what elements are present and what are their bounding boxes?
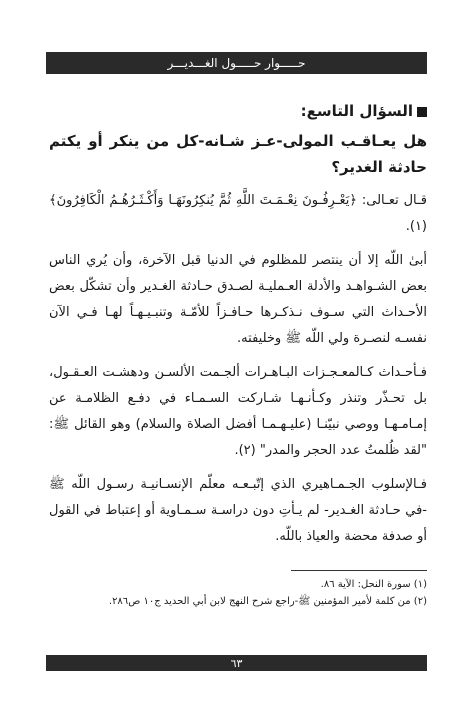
running-header-title: حـــــوار حـــــول الغـــديـــر — [167, 56, 306, 70]
page-number: ٦٣ — [230, 656, 243, 670]
footnote-2: (٢) من كلمة لأمير المؤمنين ﷺ-راجع شرح النهج لابن أبي الحديد ج١٠ ص٢٨٦. — [108, 596, 427, 607]
paragraph-method: فـالإسلوب الجـمـاهيري الذي إتّبـعـه معلّم الإنسـانيـة رسـول اللّه ﷺ -في حـادثة الغـدير- لم يـأتِ دون دراسـة سـمـاوية أو إعتباط في القول أو صدفة محضة والعياذ باللّه. — [49, 477, 427, 544]
question-label: السؤال التاسع: — [300, 102, 413, 120]
paragraph-events: فـأحـداث كـالمعـجـزات البـاهـرات ألجـمت الألسـن ودهشـت العـقـول، بل تحـذّر وتنذر وكـأنـهـا شـاركت السـمـاء في دفـع الظلامـة عن إمـامـهـا ووصي نبيّنـا (عليـهـمـا أفضل الصلاة والسلام) وهو القائل ﷺ: "لقد ظُلمتُ عدد الحجر والمدر" (٢). — [49, 365, 427, 458]
page-number-bar — [46, 655, 427, 671]
page-body — [49, 100, 427, 558]
square-bullet-icon — [417, 107, 427, 117]
footnotes — [49, 576, 427, 610]
paragraph-quran-verse: قـال تعـالى: ﴿يَعْـرِفُـونَ نِعْـمَـتَ اللَّهِ ثُمَّ يُنكِرُونَهَـا وَأَكْـثَـرُهُـمُ الْكَافِرُونَ﴾ (١). — [49, 193, 427, 234]
running-header — [46, 52, 427, 74]
footnote-1: (١) سورة النحل: الآية ٨٦. — [320, 579, 427, 590]
question-heading — [49, 100, 427, 122]
question-text: هل يعـاقـب المولى-عـز شـانه-كل من ينكر أو يكتم حادثة الغدير؟ — [49, 132, 427, 176]
paragraph-intro: أبىٰ اللّه إلا أن ينتصر للمظلوم في الدنيا قبل الآخرة، وأن يُري الناس بعض الشـواهـد والأدلة العـمليـة لصـدق حـادثة الغـدير وأن تشكّل بعض الأحـداث التي سـوف نـذكـرها حـافـزاً للأمّـة وتنبـيـهـاً لهـا فـي الآن نفسـه لنصـرة ولي اللّه ﷺ وخليفته. — [49, 253, 427, 346]
footnote-divider — [291, 570, 427, 571]
